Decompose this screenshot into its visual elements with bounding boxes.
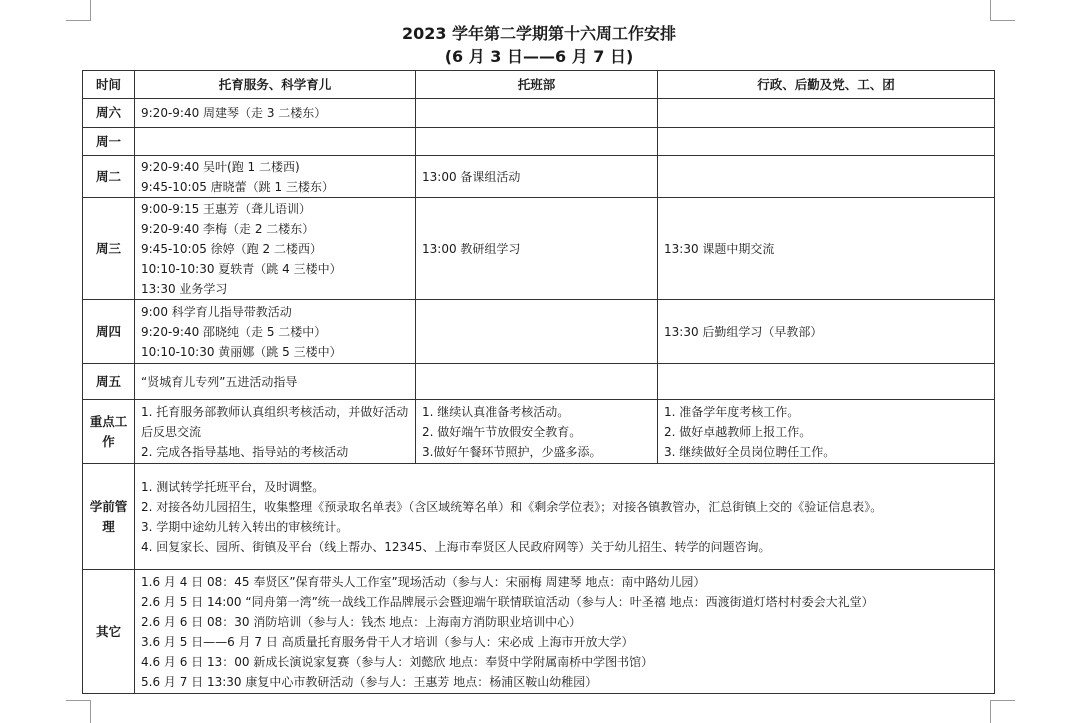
crop-mark-bottom-right xyxy=(990,700,1015,723)
cell-admin xyxy=(658,156,995,198)
entry-text: 13:30 课题中期交流 xyxy=(664,241,775,256)
entry-text: “贤城育儿专列”五进活动指导 xyxy=(141,374,298,389)
list-item: 2.6 月 5 日 14:00 “同舟第一湾”统一战线工作品牌展示会暨迎端午联情联谊活动（参与人：叶圣禧 地点：西渡街道灯塔村村委会大礼堂） xyxy=(141,594,874,609)
entry-text: 1. 托育服务部教师认真组织考核活动，并做好活动后反思交流 xyxy=(141,404,409,439)
entry-text: 10:10-10:30 黄丽娜（跳 5 三楼中） xyxy=(141,344,342,359)
cell-nursery xyxy=(416,198,658,300)
document-subtitle: (6 月 3 日——6 月 7 日) xyxy=(444,47,634,66)
entry-text: 2. 完成各指导基地、指导站的考核活动 xyxy=(141,444,349,459)
cell-admin xyxy=(658,99,995,128)
cell-nursery xyxy=(416,300,658,364)
cell-nursery xyxy=(416,99,658,128)
schedule-table xyxy=(82,70,995,694)
entry-text: 13:30 业务学习 xyxy=(141,281,228,296)
header-childcare: 托育服务、科学育儿 xyxy=(135,71,416,99)
crop-mark-top-left xyxy=(66,0,91,21)
row-wednesday xyxy=(83,198,995,300)
day-label: 周二 xyxy=(83,156,135,198)
entry-text: 10:10-10:30 夏轶青（跳 4 三楼中） xyxy=(141,261,342,276)
entry-text: 13:00 教研组学习 xyxy=(422,241,521,256)
cell-admin xyxy=(658,364,995,400)
entry-text: 9:00 科学育儿指导带教活动 xyxy=(141,304,292,319)
day-label: 周六 xyxy=(83,99,135,128)
cell-nursery xyxy=(416,400,658,464)
cell-childcare xyxy=(135,364,416,400)
entry-text: 9:45-10:05 徐婷（跑 2 二楼西） xyxy=(141,241,322,256)
header-row xyxy=(83,71,995,99)
preschool-label: 学前管理 xyxy=(83,464,135,570)
cell-childcare xyxy=(135,198,416,300)
list-item: 2. 对接各幼儿园招生，收集整理《预录取名单表》（含区域统筹名单）和《剩余学位表》；对接各镇教管办，汇总街镇上交的《验证信息表》。 xyxy=(141,499,883,514)
entry-text: 2. 做好卓越教师上报工作。 xyxy=(664,424,812,439)
row-other xyxy=(83,570,995,694)
cell-other-items xyxy=(135,570,995,694)
cell-preschool-items xyxy=(135,464,995,570)
cell-admin xyxy=(658,400,995,464)
header-nursery: 托班部 xyxy=(416,71,658,99)
entry-text: 13:00 备课组活动 xyxy=(422,169,521,184)
document-title: 2023 学年第二学期第十六周工作安排 xyxy=(401,24,677,43)
row-focus-work xyxy=(83,400,995,464)
entry-text: 9:20-9:40 吴叶(跑 1 二楼西) xyxy=(141,159,300,174)
day-label: 周三 xyxy=(83,198,135,300)
header-admin: 行政、后勤及党、工、团 xyxy=(658,71,995,99)
entry-text: 1. 继续认真准备考核活动。 xyxy=(422,404,570,419)
entry-text: 9:20-9:40 邵晓纯（走 5 二楼中） xyxy=(141,324,327,339)
other-label: 其它 xyxy=(83,570,135,694)
cell-childcare xyxy=(135,156,416,198)
list-item: 4. 回复家长、园所、街镇及平台（线上帮办、12345、上海市奉贤区人民政府网等）关于幼儿招生、转学的问题咨询。 xyxy=(141,539,771,554)
cell-admin xyxy=(658,300,995,364)
cell-childcare xyxy=(135,99,416,128)
list-item: 4.6 月 6 日 13：00 新成长演说家复赛（参与人：刘懿欣 地点：奉贤中学附属南桥中学图书馆） xyxy=(141,654,654,669)
entry-text: 9:45-10:05 唐晓蕾（跳 1 三楼东） xyxy=(141,179,334,194)
cell-admin xyxy=(658,128,995,156)
row-tuesday xyxy=(83,156,995,198)
row-thursday xyxy=(83,300,995,364)
entry-text: 9:00-9:15 王惠芳（聋儿语训） xyxy=(141,201,312,216)
cell-childcare xyxy=(135,400,416,464)
entry-text: 9:20-9:40 周建琴（走 3 二楼东） xyxy=(141,106,327,120)
entry-text: 13:30 后勤组学习（早教部） xyxy=(664,324,823,339)
cell-childcare xyxy=(135,128,416,156)
entry-text: 2. 做好端午节放假安全教育。 xyxy=(422,424,582,439)
entry-text: 9:20-9:40 李梅（走 2 二楼东） xyxy=(141,221,315,236)
row-preschool-management xyxy=(83,464,995,570)
crop-mark-top-right xyxy=(990,0,1015,21)
entry-text: 3.做好午餐环节照护，少盛多添。 xyxy=(422,444,602,459)
list-item: 2.6 月 6 日 08：30 消防培训（参与人：钱杰 地点：上海南方消防职业培训中心） xyxy=(141,614,582,629)
list-item: 3.6 月 5 日——6 月 7 日 高质量托育服务骨干人才培训（参与人：宋必成 上海市开放大学） xyxy=(141,634,634,649)
entry-text: 3. 继续做好全员岗位聘任工作。 xyxy=(664,444,836,459)
list-item: 1.6 月 4 日 08：45 奉贤区”保育带头人工作室”现场活动（参与人：宋丽梅 周建琴 地点：南中路幼儿园） xyxy=(141,574,706,589)
row-saturday xyxy=(83,99,995,128)
cell-nursery xyxy=(416,364,658,400)
crop-mark-bottom-left xyxy=(66,700,91,723)
header-time: 时间 xyxy=(83,71,135,99)
day-label: 周五 xyxy=(83,364,135,400)
day-label: 周一 xyxy=(83,128,135,156)
list-item: 5.6 月 7 日 13:30 康复中心市教研活动（参与人：王惠芳 地点：杨浦区鞍山幼稚园） xyxy=(141,674,598,689)
focus-label: 重点工作 xyxy=(83,400,135,464)
row-monday xyxy=(83,128,995,156)
row-friday xyxy=(83,364,995,400)
cell-nursery xyxy=(416,128,658,156)
list-item: 1. 测试转学托班平台，及时调整。 xyxy=(141,479,325,494)
cell-nursery xyxy=(416,156,658,198)
day-label: 周四 xyxy=(83,300,135,364)
list-item: 3. 学期中途幼儿转入转出的审核统计。 xyxy=(141,519,349,534)
cell-admin xyxy=(658,198,995,300)
entry-text: 1. 准备学年度考核工作。 xyxy=(664,404,800,419)
cell-childcare xyxy=(135,300,416,364)
